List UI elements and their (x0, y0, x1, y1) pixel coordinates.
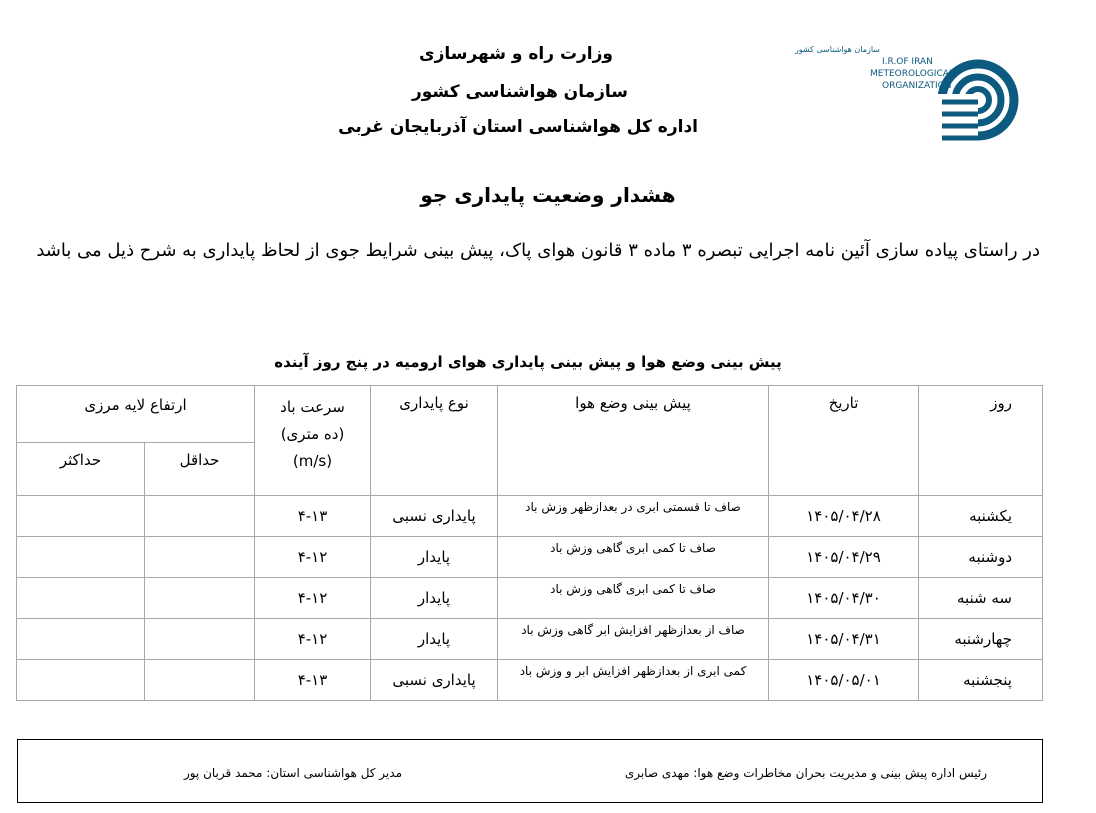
cell-day: دوشنبه (919, 537, 1043, 578)
logo-farsi-text: سازمان هواشناسی کشور (794, 45, 880, 54)
document-title: هشدار وضعیت پایداری جو (420, 183, 676, 207)
header-wind-speed-line2: (ده متری) (280, 425, 345, 443)
cell-date: ۱۴۰۵/۰۵/۰۱ (769, 660, 919, 701)
provincial-office-name: اداره کل هواشناسی استان آذربایجان غربی (338, 117, 698, 137)
header-stability-type: نوع پایداری (371, 386, 498, 496)
cell-date: ۱۴۰۵/۰۴/۳۱ (769, 619, 919, 660)
cell-wind-speed: ۴-۱۲ (255, 578, 371, 619)
cell-date: ۱۴۰۵/۰۴/۲۸ (769, 496, 919, 537)
organization-name: سازمان هواشناسی کشور (411, 82, 628, 102)
cell-min (145, 660, 255, 701)
table-row (17, 619, 1043, 660)
header-wind-speed (255, 386, 371, 496)
cell-stability: پایدار (371, 578, 498, 619)
cell-forecast: صاف از بعدازظهر افزایش ابر گاهی وزش باد (498, 619, 769, 660)
logo-text-line2: METEOROLOGICAL (870, 69, 954, 79)
logo-text-line1: I.R.OF IRAN (882, 57, 933, 67)
cell-date: ۱۴۰۵/۰۴/۳۰ (769, 578, 919, 619)
table-row (17, 660, 1043, 701)
director-general-signature: مدیر کل هواشناسی استان: محمد قربان پور (183, 766, 402, 780)
table-row (17, 578, 1043, 619)
meteorological-organization-logo (794, 42, 1018, 152)
cell-date: ۱۴۰۵/۰۴/۲۹ (769, 537, 919, 578)
cell-wind-speed: ۴-۱۲ (255, 619, 371, 660)
header-date: تاریخ (769, 386, 919, 496)
table-title: پیش بینی وضع هوا و پیش بینی پایداری هوای ارومیه در پنج روز آینده (274, 353, 782, 371)
cell-forecast: کمی ابری از بعدازظهر افزایش ابر و وزش باد (498, 660, 769, 701)
cell-stability: پایدار (371, 537, 498, 578)
cell-wind-speed: ۴-۱۲ (255, 537, 371, 578)
cell-wind-speed: ۴-۱۳ (255, 660, 371, 701)
table-row (17, 496, 1043, 537)
cell-max (17, 619, 145, 660)
intro-paragraph: در راستای پیاده سازی آئین نامه اجرایی تبصره ۳ ماده ۳ قانون هوای پاک، پیش بینی شرایط جوی از لحاظ پایداری به شرح ذیل می باشد (36, 240, 1040, 261)
ministry-name: وزارت راه و شهرسازی (418, 44, 613, 64)
signature-box (17, 739, 1043, 803)
cell-day: سه شنبه (919, 578, 1043, 619)
forecast-table (16, 385, 1043, 701)
cell-day: یکشنبه (919, 496, 1043, 537)
header-min: حداقل (145, 443, 255, 496)
table-row (17, 537, 1043, 578)
cell-stability: پایدار (371, 619, 498, 660)
cell-max (17, 660, 145, 701)
cell-stability: پایداری نسبی (371, 496, 498, 537)
cell-forecast: صاف تا قسمتی ابری در بعدازظهر وزش باد (498, 496, 769, 537)
cell-min (145, 537, 255, 578)
cell-max (17, 537, 145, 578)
cell-min (145, 619, 255, 660)
cell-forecast: صاف تا کمی ابری گاهی وزش باد (498, 537, 769, 578)
cell-max (17, 496, 145, 537)
cell-forecast: صاف تا کمی ابری گاهی وزش باد (498, 578, 769, 619)
cell-day: چهارشنبه (919, 619, 1043, 660)
cell-min (145, 578, 255, 619)
forecast-head-signature: رئیس اداره پیش بینی و مدیریت بحران مخاطرات وضع هوا: مهدی صابری (624, 766, 987, 780)
cell-max (17, 578, 145, 619)
cell-day: پنجشنبه (919, 660, 1043, 701)
header-forecast: پیش بینی وضع هوا (498, 386, 769, 496)
header-boundary-layer-height: ارتفاع لایه مرزی (17, 386, 255, 443)
header-max: حداکثر (17, 443, 145, 496)
cell-min (145, 496, 255, 537)
cell-stability: پایداری نسبی (371, 660, 498, 701)
cell-wind-speed: ۴-۱۳ (255, 496, 371, 537)
header-day: روز (919, 386, 1043, 496)
header-wind-speed-line1: سرعت باد (280, 398, 345, 416)
logo-text-line3: ORGANIZATION (882, 81, 952, 91)
header-wind-speed-line3: (m/s) (292, 452, 333, 470)
